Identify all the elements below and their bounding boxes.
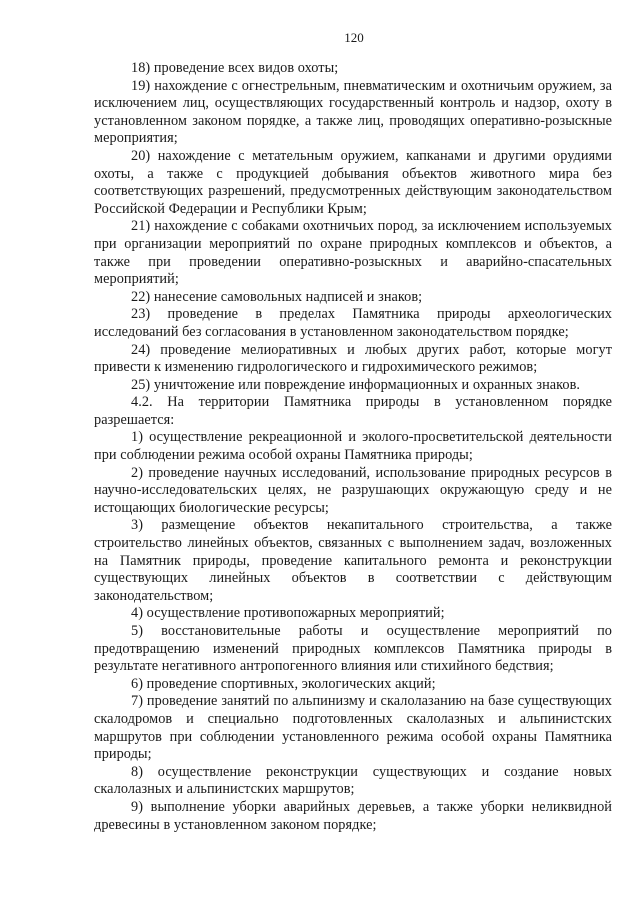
document-body <box>94 60 612 834</box>
page-number: 120 <box>344 30 364 45</box>
paragraph: 19) нахождение с огнестрельным, пневматическим и охотничьим оружием, за исключением лиц, осуществляющих государственный контроль и надзор, охоту в установленном законом порядке, а также лиц, проводящих оперативно-розыскные мероприятия; <box>94 77 612 147</box>
paragraph: 5) восстановительные работы и осуществление мероприятий по предотвращению изменений природных комплексов Памятника природы в результате негативного антропогенного влияния или стихийного бедствия; <box>94 623 612 675</box>
paragraph: 24) проведение мелиоративных и любых других работ, которые могут привести к изменению гидрологического и гидрохимического режимов; <box>94 341 612 376</box>
paragraph: 8) осуществление реконструкции существующих и создание новых скалолазных и альпинистских маршрутов; <box>94 763 612 798</box>
paragraph: 25) уничтожение или повреждение информационных и охранных знаков. <box>131 376 581 393</box>
paragraph: 1) осуществление рекреационной и эколого-просветительской деятельности при соблюдении режима особой охраны Памятника природы; <box>94 429 612 464</box>
paragraph: 2) проведение научных исследований, использование природных ресурсов в научно-исследовательских целях, не разрушающих окружающую среду и не истощающих биологические ресурсы; <box>94 464 612 516</box>
paragraph: 4) осуществление противопожарных мероприятий; <box>131 605 445 622</box>
paragraph: 4.2. На территории Памятника природы в установленном порядке разрешается: <box>94 394 612 428</box>
paragraph: 20) нахождение с метательным оружием, капканами и другими орудиями охоты, а также с продукцией добывания объектов животного мира без соответствующих разрешений, предусмотренных действующим законодательством Российской Федерации и Республики Крым; <box>94 147 612 217</box>
paragraph: 22) нанесение самовольных надписей и знаков; <box>131 288 423 305</box>
paragraph: 18) проведение всех видов охоты; <box>131 60 339 76</box>
paragraph: 6) проведение спортивных, экологических акций; <box>131 675 436 692</box>
paragraph: 21) нахождение с собаками охотничьих пород, за исключением используемых при организации мероприятий по охране природных комплексов и объектов, а также при проведении оперативно-розыскных и аварийно-спасательных мероприятий; <box>94 218 612 288</box>
paragraph: 23) проведение в пределах Памятника природы археологических исследований без согласования в установленном законодательством порядке; <box>94 306 612 340</box>
paragraph: 3) размещение объектов некапитального строительства, а также строительство линейных объектов, связанных с выполнением задач, возложенных на Памятник природы, проведение капитального ремонта и реконструкции существующих линейных объектов в соответствии с действующим законодательством; <box>94 517 612 604</box>
paragraph: 7) проведение занятий по альпинизму и скалолазанию на базе существующих скалодромов и специально подготовленных скалолазных и альпинистских маршрутов при соблюдении установленного режима особой охраны Памятника природы; <box>94 693 612 763</box>
paragraph: 9) выполнение уборки аварийных деревьев, а также уборки неликвидной древесины в установленном законом порядке; <box>94 798 612 833</box>
